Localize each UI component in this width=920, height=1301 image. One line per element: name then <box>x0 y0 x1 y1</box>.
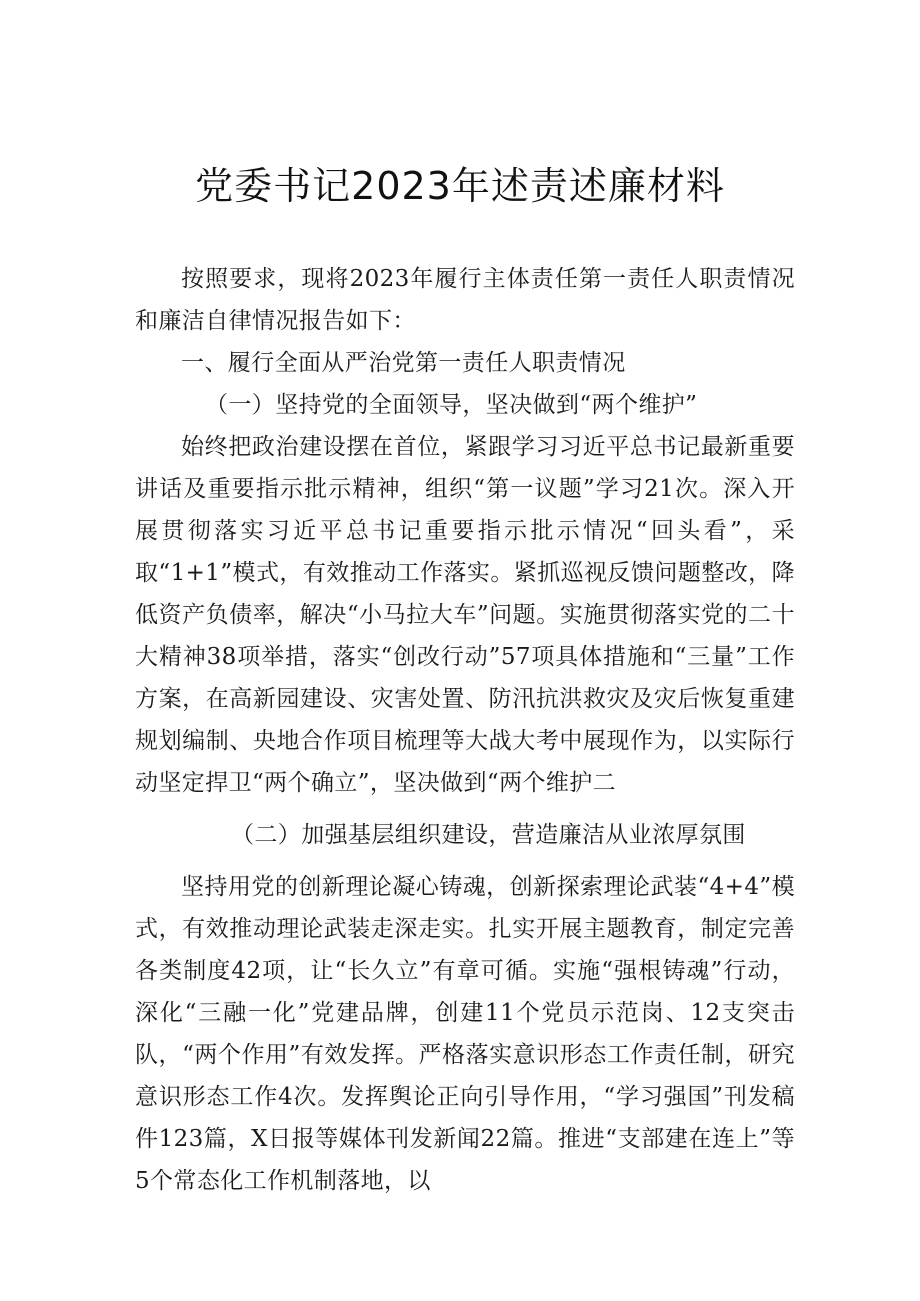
subsection-1-body: 始终把政治建设摆在首位，紧跟学习习近平总书记最新重要讲话及重要指示批示精神，组织“第一议题”学习21次。深入开展贯彻落实习近平总书记重要指示批示情况“回头看”，采取“1+1”模式，有效推动工作落实。紧抓巡视反馈问题整改，降低资产负债率，解决“小马拉大车”问题。实施贯彻落实党的二十大精神38项举措，落实“创改行动”57项具体措施和“三量”工作方案，在高新园建设、灾害处置、防汛抗洪救灾及灾后恢复重建规划编制、央地合作项目梳理等大战大考中展现作为，以实际行动坚定捍卫“两个确立”，坚决做到“两个维护二 <box>135 434 795 796</box>
intro-paragraph: 按照要求，现将2023年履行主体责任第一责任人职责情况和廉洁自律情况报告如下： <box>135 266 795 334</box>
subsection-1-heading: （一）坚持党的全面领导，坚决做到“两个维护” <box>205 392 698 418</box>
section-1-heading: 一、履行全面从严治党第一责任人职责情况 <box>181 350 626 376</box>
document-title: 党委书记2023年述责述廉材料 <box>195 164 725 208</box>
subsection-2-heading: （二）加强基层组织建设，营造廉洁从业浓厚氛围 <box>231 822 746 848</box>
document-body <box>135 258 795 1202</box>
subsection-2-body: 坚持用党的创新理论凝心铸魂，创新探索理论武装“4+4”模式，有效推动理论武装走深走实。扎实开展主题教育，制定完善各类制度42项，让“长久立”有章可循。实施“强根铸魂”行动，深化“三融一化”党建品牌，创建11个党员示范岗、12支突击队，“两个作用”有效发挥。严格落实意识形态工作责任制，研究意识形态工作4次。发挥舆论正向引导作用，“学习强国”刊发稿件123篇，X日报等媒体刊发新闻22篇。推进“支部建在连上”等5个常态化工作机制落地，以 <box>135 874 795 1194</box>
